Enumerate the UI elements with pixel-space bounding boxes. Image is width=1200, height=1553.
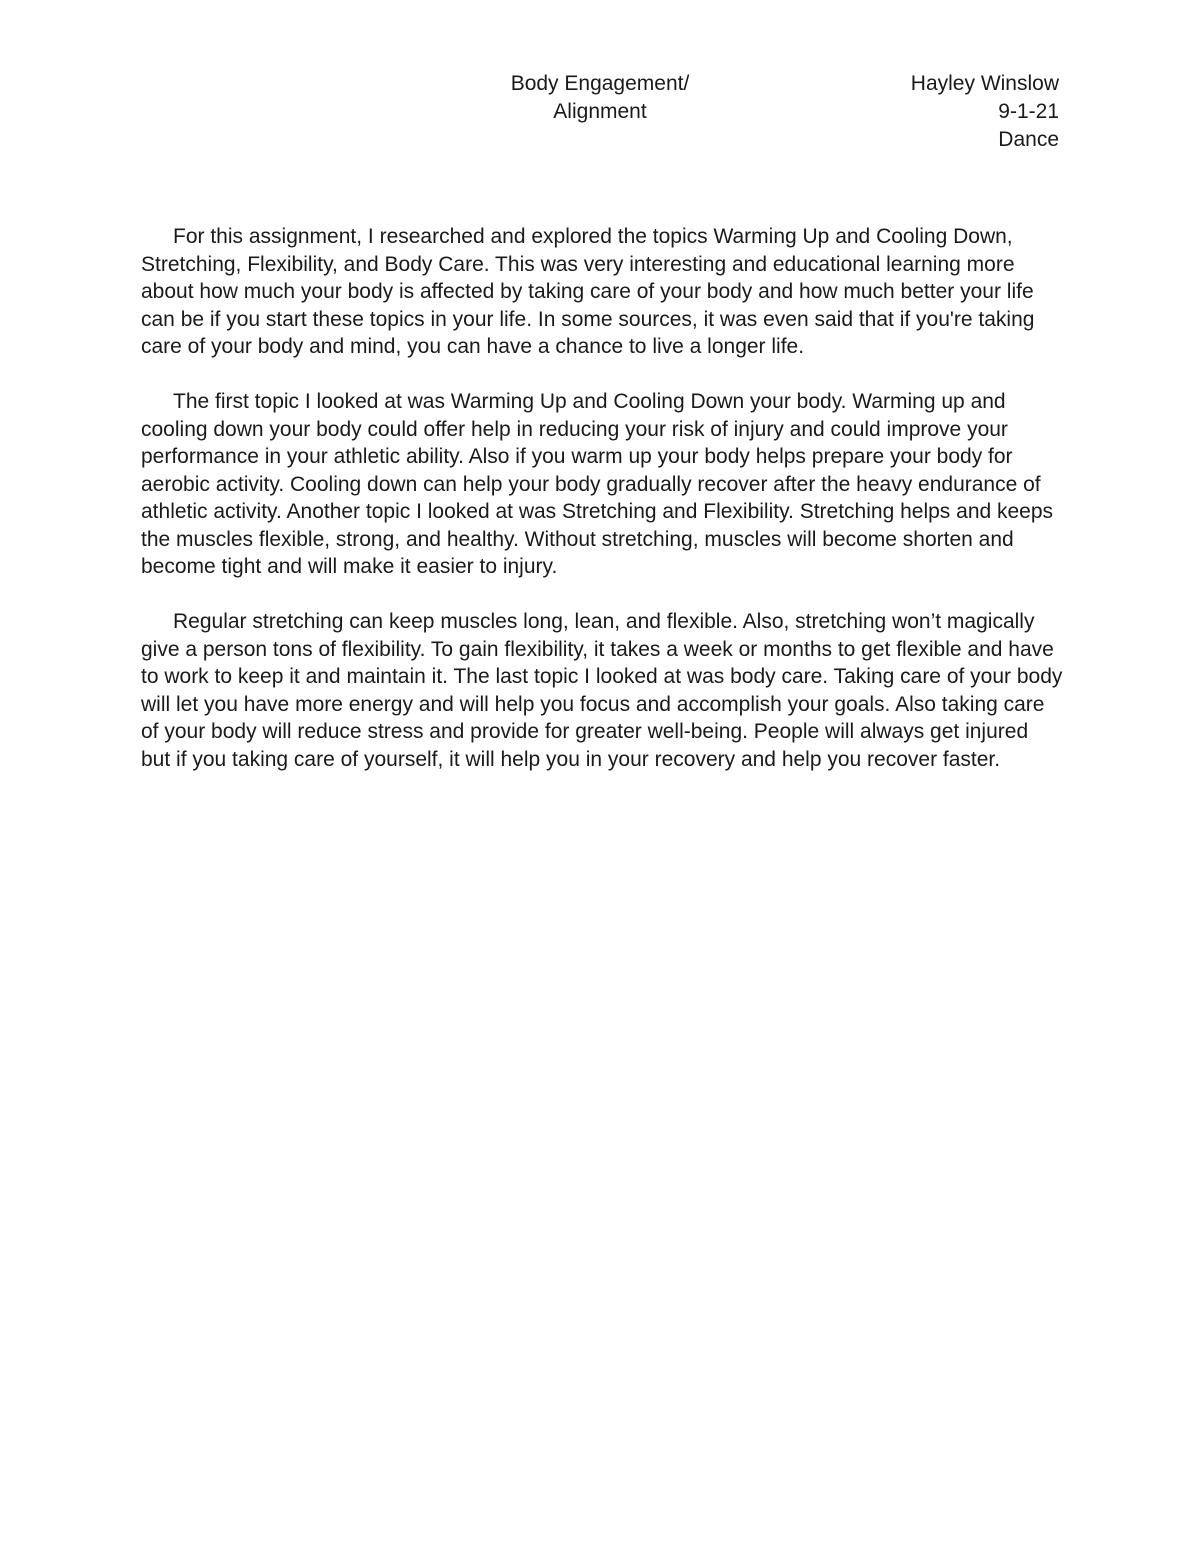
author-name: Hayley Winslow: [910, 72, 1059, 95]
document-body: [141, 223, 1063, 801]
document-title: [450, 70, 750, 126]
author-info: [911, 70, 1059, 154]
title-line-1: Body Engagement/: [510, 72, 690, 95]
document-date: 9-1-21: [998, 100, 1059, 123]
class-name: Dance: [998, 128, 1059, 151]
title-line-2: Alignment: [553, 100, 647, 123]
paragraph-2: The first topic I looked at was Warming Up and Cooling Down your body. Warming up and cooling down your body could offer help in reducing your risk of injury and could improve your performance in your athletic ability. Also if you warm up your body helps prepare your body for aerobic activity. Cooling down can help your body gradually recover after the heavy endurance of athletic activity. Another topic I looked at was Stretching and Flexibility. Stretching helps and keeps the muscles flexible, strong, and healthy. Without stretching, muscles will become shorten and become tight and will make it easier to injury.: [141, 390, 1054, 578]
paragraph-1: For this assignment, I researched and explored the topics Warming Up and Cooling Down, Stretching, Flexibility, and Body Care. This was very interesting and educational learning more about how much your body is affected by taking care of your body and how much better your life can be if you start these topics in your life. In some sources, it was even said that if you're taking care of your body and mind, you can have a chance to live a longer life.: [141, 225, 1035, 358]
paragraph-3: Regular stretching can keep muscles long, lean, and flexible. Also, stretching won’t magically give a person tons of flexibility. To gain flexibility, it takes a week or months to get flexible and have to work to keep it and maintain it. The last topic I looked at was body care. Taking care of your body will let you have more energy and will help you focus and accomplish your goals. Also taking care of your body will reduce stress and provide for greater well-being. People will always get injured but if you taking care of yourself, it will help you in your recovery and help you recover faster.: [141, 610, 1063, 771]
